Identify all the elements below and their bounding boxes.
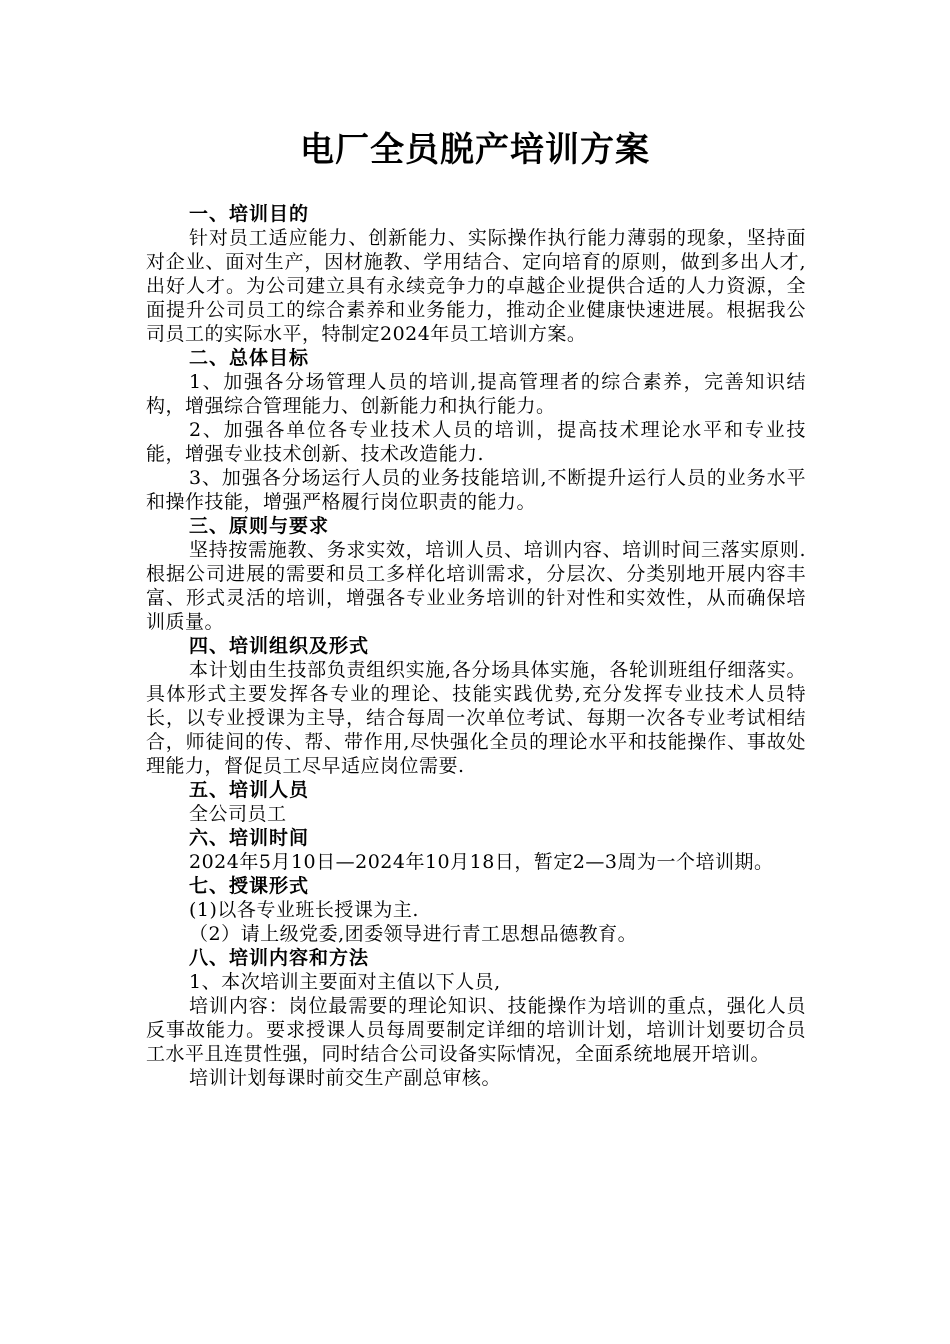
section-paragraph: (1)以各专业班长授课为主. xyxy=(189,899,419,921)
section-heading: 五、培训人员 xyxy=(189,779,310,801)
section-paragraph: 1、加强各分场管理人员的培训,提高管理者的综合素养，完善知识结构，增强综合管理能力、创新能力和执行能力。 xyxy=(146,371,806,417)
section-paragraph: 本计划由生技部负责组织实施,各分场具体实施，各轮训班组仔细落实。具体形式主要发挥各专业的理论、技能实践优势,充分发挥专业技术人员特长，以专业授课为主导，结合每周一次单位考试、每期一次各专业考试相结合，师徒间的传、帮、带作用,尽快强化全员的理论水平和技能操作、事故处理能力，督促员工尽早适应岗位需要. xyxy=(146,659,806,777)
section-heading: 七、授课形式 xyxy=(189,875,310,897)
section-heading: 六、培训时间 xyxy=(189,827,310,849)
section-content-methods xyxy=(146,946,806,1090)
section-training-time xyxy=(146,826,806,874)
section-heading: 八、培训内容和方法 xyxy=(189,947,370,969)
section-heading: 四、培训组织及形式 xyxy=(189,635,370,657)
section-paragraph: 全公司员工 xyxy=(189,803,287,825)
section-paragraph: 坚持按需施教、务求实效，培训人员、培训内容、培训时间三落实原则.根据公司进展的需要和员工多样化培训需求，分层次、分类别地开展内容丰富、形式灵活的培训，增强各专业业务培训的针对性和实效性，从而确保培训质量。 xyxy=(146,539,806,633)
section-paragraph: 针对员工适应能力、创新能力、实际操作执行能力薄弱的现象，坚持面对企业、面对生产，因材施教、学用结合、定向培育的原则，做到多出人才,出好人才。为公司建立具有永续竞争力的卓越企业提供合适的人力资源，全面提升公司员工的综合素养和业务能力，推动企业健康快速进展。根据我公司员工的实际水平，特制定2024年员工培训方案。 xyxy=(146,227,806,345)
section-paragraph: 2024年5月10日—2024年10月18日，暂定2—3周为一个培训期。 xyxy=(189,851,774,873)
section-principles xyxy=(146,514,806,634)
section-heading: 二、总体目标 xyxy=(189,347,310,369)
section-paragraph: 3、加强各分场运行人员的业务技能培训,不断提升运行人员的业务水平和操作技能，增强严格履行岗位职责的能力。 xyxy=(146,467,806,513)
section-paragraph: 培训计划每课时前交生产副总审核。 xyxy=(189,1067,502,1089)
section-paragraph: 1、本次培训主要面对主值以下人员, xyxy=(189,971,501,993)
section-purpose xyxy=(146,202,806,346)
section-heading: 三、原则与要求 xyxy=(189,515,330,537)
section-organization xyxy=(146,634,806,778)
section-trainees xyxy=(146,778,806,826)
document-title: 电厂全员脱产培训方案 xyxy=(300,130,650,170)
section-teaching-format xyxy=(146,874,806,946)
section-paragraph: 培训内容：岗位最需要的理论知识、技能操作为培训的重点，强化人员反事故能力。要求授课人员每周要制定详细的培训计划，培训计划要切合员工水平且连贯性强，同时结合公司设备实际情况，全面系统地展开培训。 xyxy=(146,995,806,1065)
section-paragraph: 2、加强各单位各专业技术人员的培训，提高技术理论水平和专业技能，增强专业技术创新、技术改造能力. xyxy=(146,419,806,465)
section-heading: 一、培训目的 xyxy=(189,203,310,225)
section-paragraph: （2）请上级党委,团委领导进行青工思想品德教育。 xyxy=(189,923,638,945)
section-overall-goals xyxy=(146,346,806,514)
document-body xyxy=(146,202,806,1090)
